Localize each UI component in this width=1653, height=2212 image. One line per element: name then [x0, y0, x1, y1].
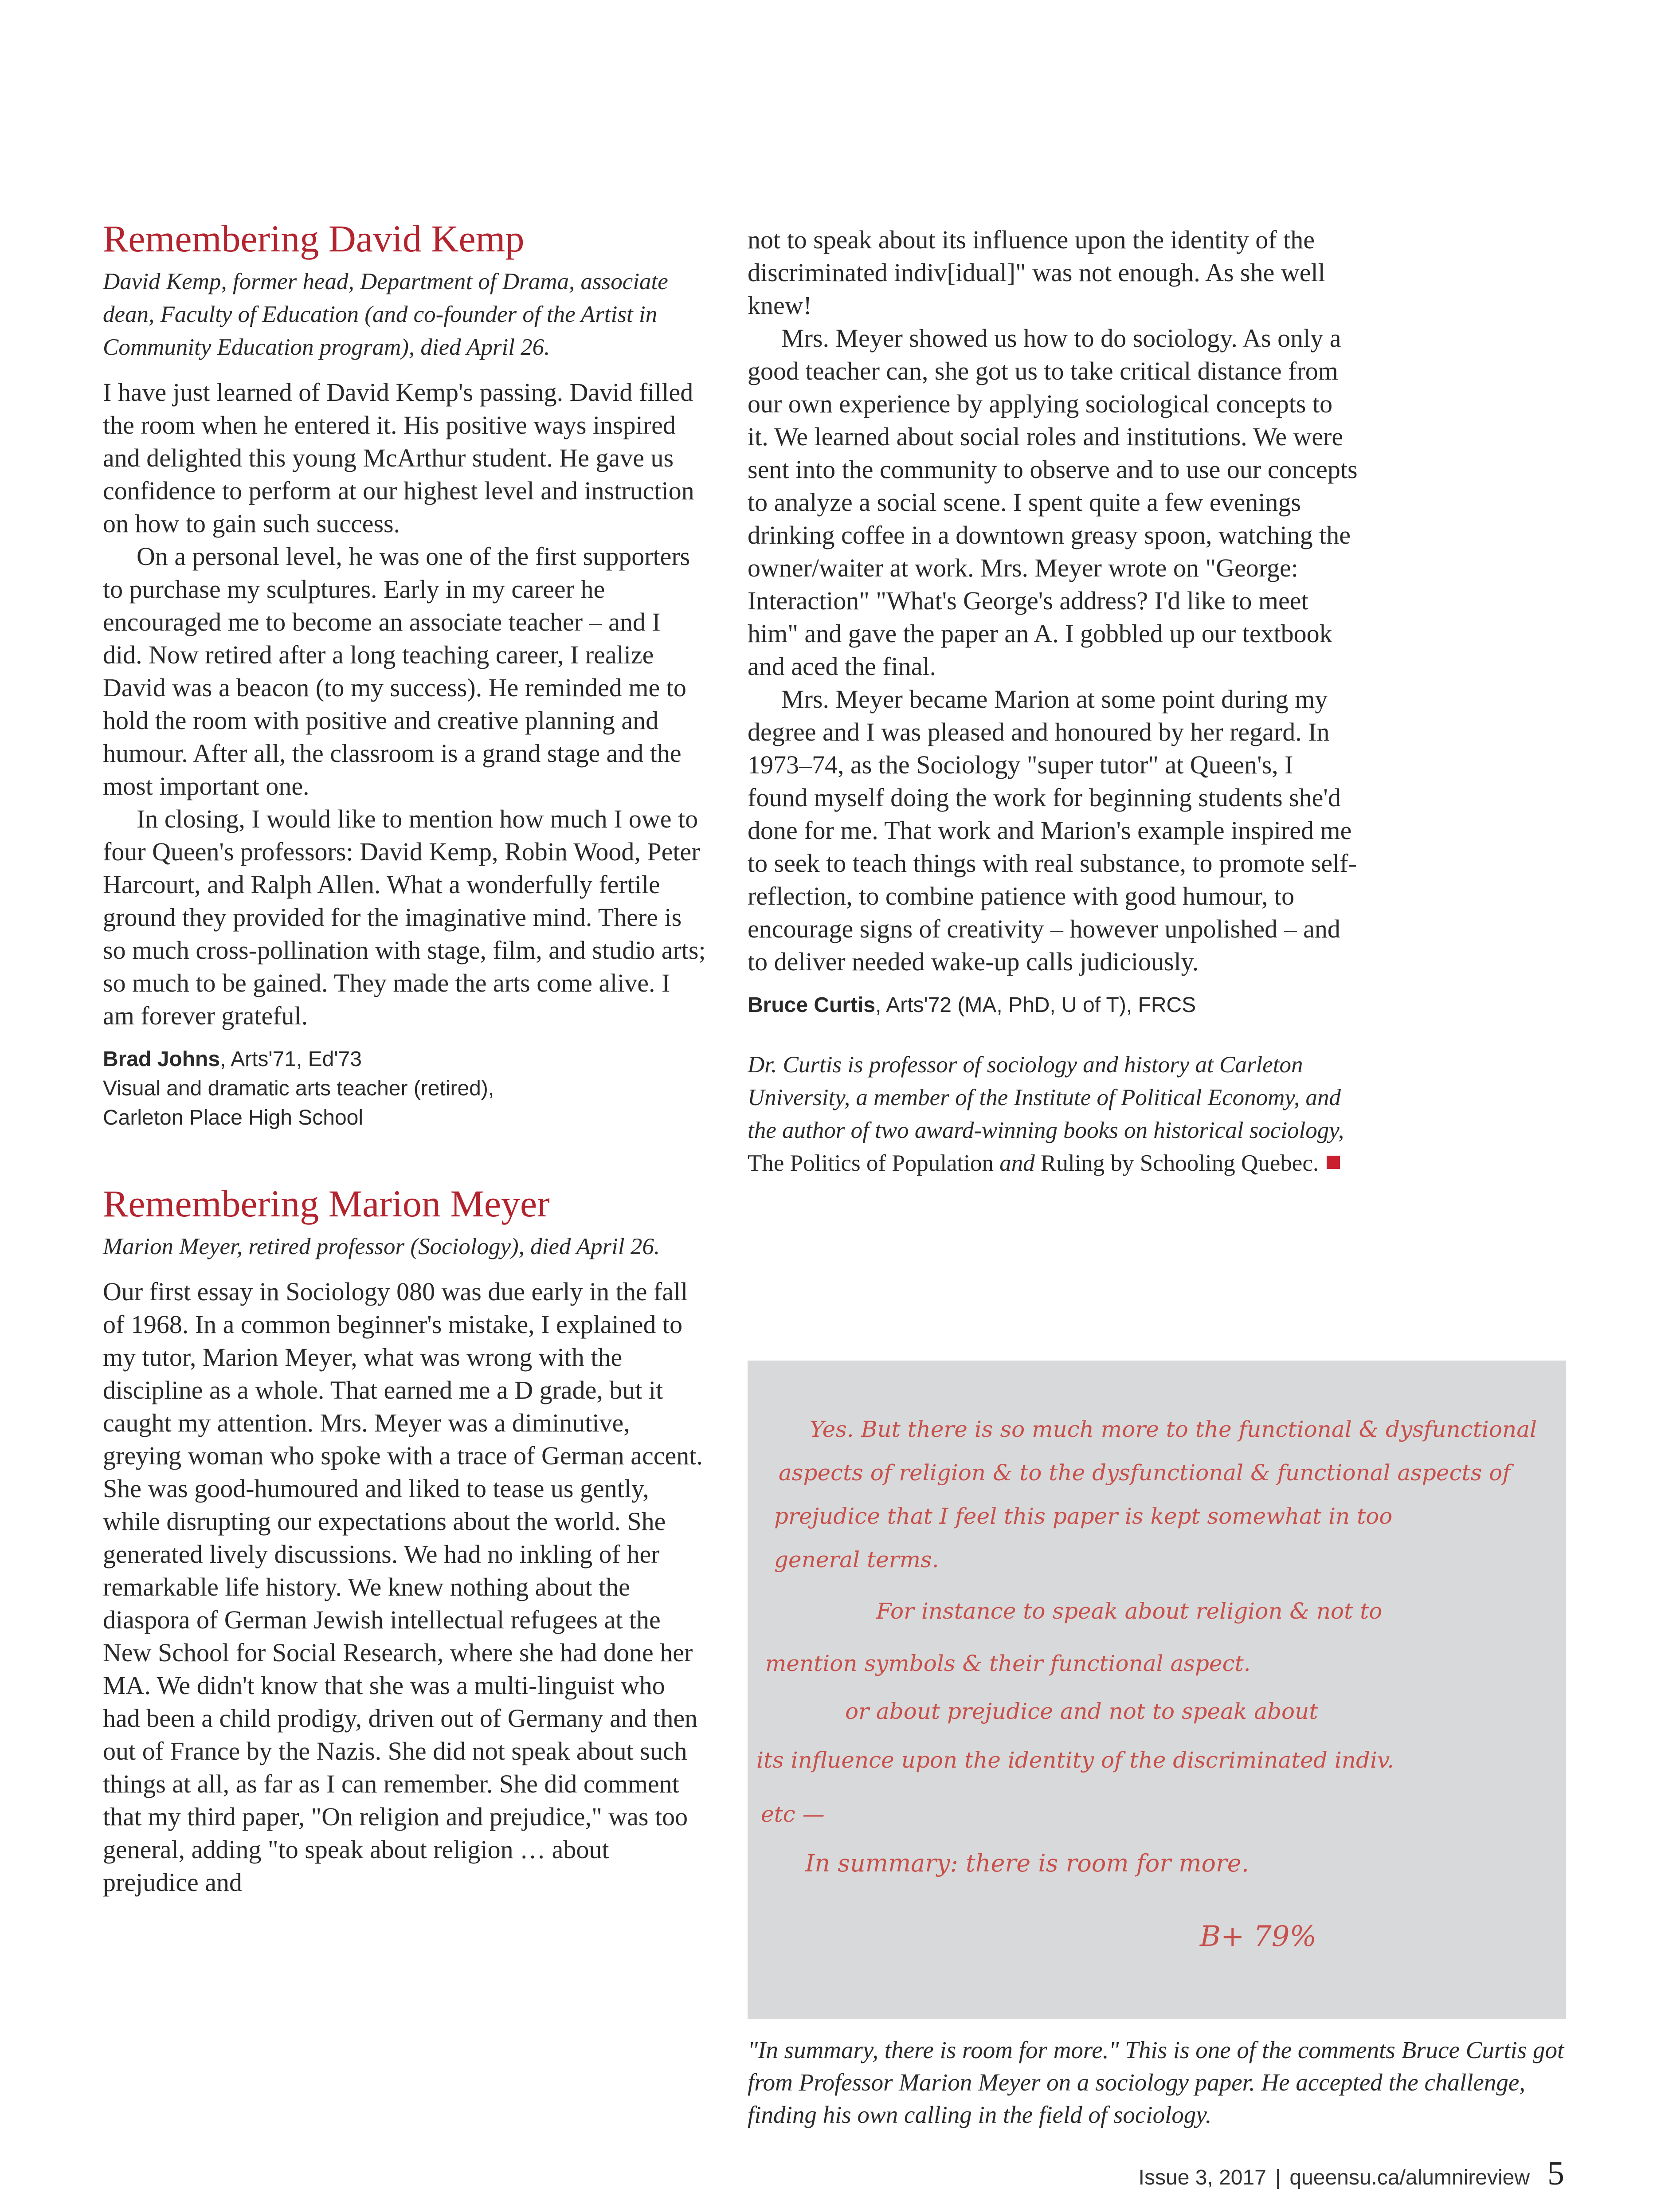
kemp-paragraph-2: On a personal level, he was one of the first supporters to purchase my sculptures. Early in my career he encouraged me to become an associate teacher – and I did. Now retired after a long teaching career, I realize David was a beacon (to my success). He reminded me to hold the room with positive and creative planning and humour. After all, the classroom is a grand stage and the most important one. [103, 542, 690, 800]
kemp-signature-degree: , Arts'71, Ed'73 [220, 1047, 362, 1071]
note-line-3: prejudice that I feel this paper is kept somewhat in too [774, 1503, 1393, 1529]
kemp-intro: David Kemp, former head, Department of Drama, associate dean, Faculty of Education (and co-founder of the Artist in Community Education program), died April 26. [103, 269, 668, 360]
footer-separator: | [1275, 2166, 1281, 2189]
end-mark-icon [1327, 1156, 1340, 1169]
note-line-1: Yes. But there is so much more to the functional & dysfunctional [810, 1416, 1537, 1442]
meyer-paragraph-1: Our first essay in Sociology 080 was due early in the fall of 1968. In a common beginner's mistake, I explained to my tutor, Marion Meyer, what was wrong with the discipline as a whole. That earned me a D grade, but it caught my attention. Mrs. Meyer was a diminutive, greying woman who spoke with a trace of German accent. She was good-humoured and liked to tease us gently, while disrupting our expectations about the world. She generated lively discussions. We had no inkling of her remarkable life history. We knew nothing about the diaspora of German Jewish intellectual refugees at the New School for Social Research, where she had done her MA. We didn't know that she was a multi-linguist who had been a child prodigy, driven out of Germany and then out of France by the Nazis. She did not speak about such things at all, as far as I can remember. She did comment that my third paper, "On religion and prejudice," was too general, adding "to speak about religion … about prejudice and [103, 1277, 703, 1897]
kemp-heading: Remembering David Kemp [103, 217, 525, 260]
note-line-5: For instance to speak about religion & not to [876, 1598, 1383, 1624]
footer-issue: Issue 3, 2017 [1138, 2166, 1266, 2189]
note-line-9: etc — [761, 1801, 825, 1827]
note-line-8: its influence upon the identity of the discriminated indiv. [756, 1747, 1394, 1773]
note-grade: B+ 79% [1200, 1920, 1317, 1953]
curtis-signature-name: Bruce Curtis [748, 993, 876, 1017]
kemp-paragraph-1: I have just learned of David Kemp's passing. David filled the room when he entered it. His positive ways inspired and delighted this young McArthur student. He gave us confidence to perform at our highest level and instruction on how to gain such success. [103, 378, 694, 538]
curtis-signature [748, 991, 1359, 1020]
curtis-bio-and: and [994, 1150, 1041, 1176]
photo-caption: "In summary, there is room for more." This is one of the comments Bruce Curtis got from Professor Marion Meyer on a sociology paper. He accepted the challenge, finding his own calling in the field of sociology. [748, 2036, 1564, 2128]
note-line-2: aspects of religion & to the dysfunctional & functional aspects of [779, 1460, 1511, 1486]
kemp-signature-school: Carleton Place High School [103, 1106, 363, 1130]
meyer-paragraph-continued: not to speak about its influence upon the identity of the discriminated indiv[idual]" was not enough. As she well knew! [748, 225, 1325, 320]
kemp-signature-name: Brad Johns [103, 1047, 220, 1071]
handwritten-note [748, 1361, 1566, 2019]
kemp-signature-role: Visual and dramatic arts teacher (retired), [103, 1077, 494, 1100]
handwritten-note-image [748, 1361, 1566, 2019]
meyer-intro: Marion Meyer, retired professor (Sociology), died April 26. [103, 1234, 660, 1259]
curtis-bio [748, 1048, 1359, 1180]
page-footer [1139, 2154, 1564, 2193]
right-column [748, 224, 1359, 1180]
left-column [103, 216, 706, 1899]
kemp-paragraph-3: In closing, I would like to mention how much I owe to four Queen's professors: David Kemp, Robin Wood, Peter Harcourt, and Ralph Allen. What a wonderfully fertile ground they provided for the imaginative mind. There is so much cross-pollination with stage, film, and studio arts; so much to be gained. They made the arts come alive. I am forever grateful. [103, 804, 706, 1030]
note-line-10: In summary: there is room for more. [805, 1849, 1249, 1877]
curtis-bio-book-1: The Politics of Population [748, 1150, 994, 1176]
page-number: 5 [1547, 2155, 1564, 2192]
meyer-paragraph-2: Mrs. Meyer showed us how to do sociology. As only a good teacher can, she got us to take critical distance from our own experience by applying sociological concepts to it. We learned about social roles and institutions. We were sent into the community to observe and to use our concepts to analyze a social scene. I spent quite a few evenings drinking coffee in a downtown greasy spoon, watching the owner/waiter at work. Mrs. Meyer wrote on "George: Interaction" "What's George's address? I'd like to meet him" and gave the paper an A. I gobbled up our textbook and aced the final. [748, 324, 1358, 681]
footer-url[interactable]: queensu.ca/alumnireview [1289, 2166, 1530, 2189]
curtis-bio-book-2: Ruling by Schooling Quebec. [1041, 1150, 1319, 1176]
note-line-6: mention symbols & their functional aspect. [765, 1651, 1251, 1676]
meyer-paragraph-3: Mrs. Meyer became Marion at some point during my degree and I was pleased and honoured by her regard. In 1973–74, as the Sociology "super tutor" at Queen's, I found myself doing the work for beginning students she'd done for me. That work and Marion's example inspired me to seek to teach things with real substance, to promote self-reflection, to combine patience with good humour, to encourage signs of creativity – however unpolished – and to deliver needed wake-up calls judiciously. [748, 685, 1357, 976]
meyer-heading: Remembering Marion Meyer [103, 1182, 550, 1225]
curtis-signature-degree: , Arts'72 (MA, PhD, U of T), FRCS [875, 993, 1196, 1017]
curtis-bio-text: Dr. Curtis is professor of sociology and history at Carleton University, a member of the Institute of Political Economy, and the author of two award-winning books on historical sociology, [748, 1052, 1344, 1143]
note-line-7: or about prejudice and not to speak about [845, 1698, 1318, 1724]
kemp-signature [103, 1045, 706, 1133]
note-line-4: general terms. [774, 1547, 939, 1573]
